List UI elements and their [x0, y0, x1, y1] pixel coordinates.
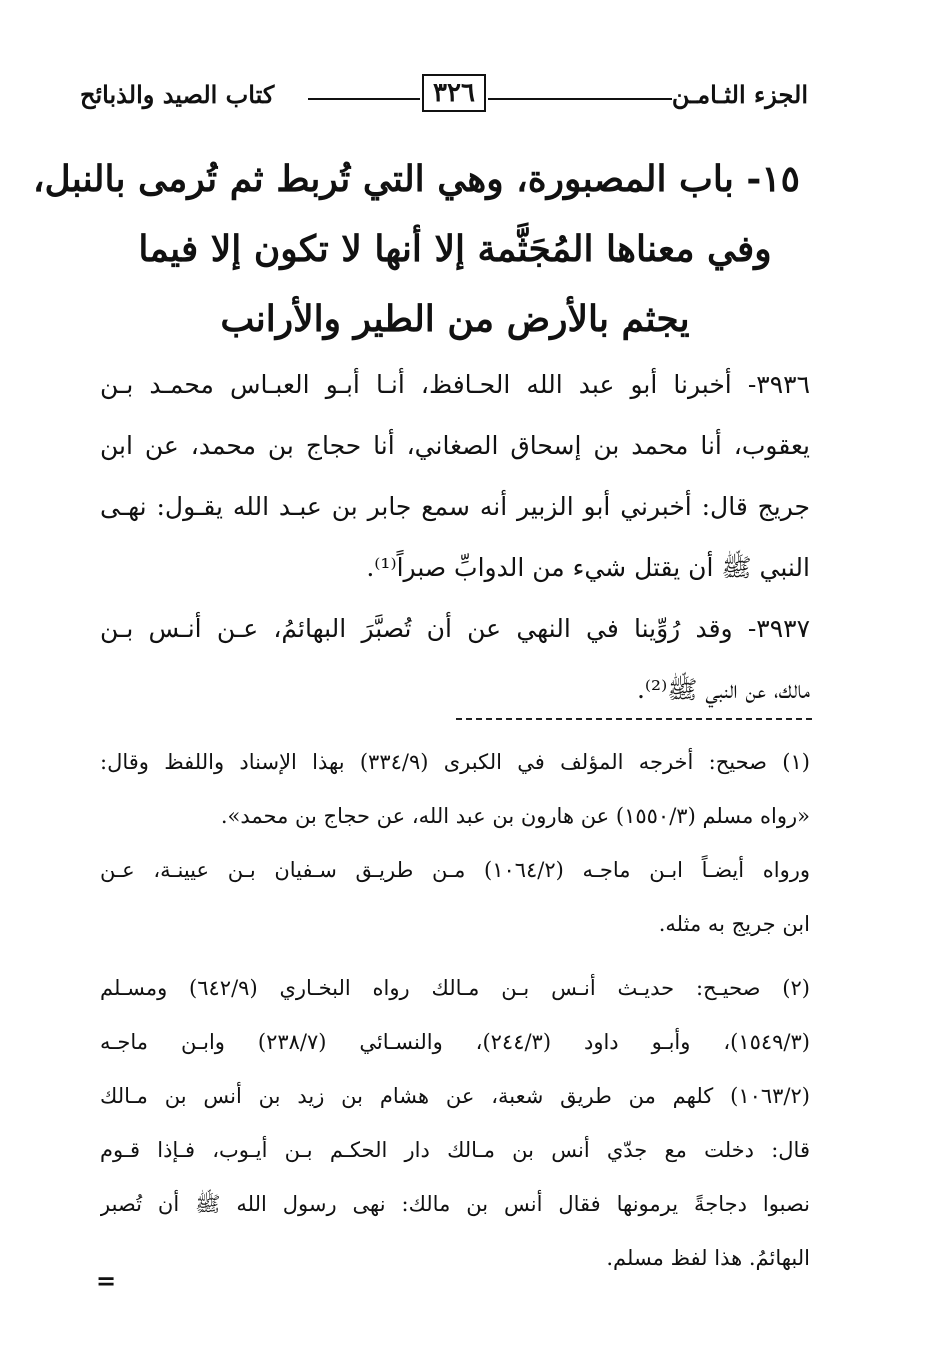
- hadith-line: جريج قال: أخبرني أبو الزبير أنه سمع جابر بن عبـد الله يقـول: نهـى: [100, 492, 810, 521]
- footnote-line: قال: دخلت مع جدّي أنس بن مـالك دار الحكـم بـن أيـوب، فـإذا قـوم: [100, 1138, 810, 1162]
- hadith-text: [100, 360, 810, 726]
- chapter-heading: [32, 148, 800, 358]
- footnote-line: (٢) صحيـح: حديـث أنـس بـن مـالك رواه البخـاري (٦٤٢/٩) ومسـلم: [100, 976, 810, 1000]
- header-rule-left: [308, 98, 420, 100]
- footnote-line: (١) صحيح: أخرجه المؤلف في الكبرى (٣٣٤/٩) بهذا الإسناد واللفظ وقال:: [100, 750, 810, 774]
- hadith-line: مالك، عن النبي ﷺ⁽²⁾.: [636, 675, 810, 704]
- book-title: كتاب الصيد والذبائح: [80, 80, 275, 109]
- hadith-line: ٣٩٣٦- أخبرنا أبو عبد الله الحـافظ، أنـا أبـو العبـاس محمـد بـن: [100, 370, 810, 399]
- chapter-heading-line: يجثم بالأرض من الطير والأرانب: [220, 298, 690, 340]
- header-rule-right: [488, 98, 672, 100]
- footnote-line: البهائمُ. هذا لفظ مسلم.: [606, 1246, 810, 1270]
- footnote-line: (١٥٤٩/٣)، وأبـو داود (٢٤٤/٣)، والنسـائي (٢٣٨/٧) وابـن ماجـه: [100, 1030, 810, 1054]
- page-number: ٣٢٦: [422, 74, 486, 112]
- volume-label: الجزء الثـامـن: [671, 80, 808, 109]
- footnote-line: ابن جريج به مثله.: [658, 912, 810, 936]
- hadith-line: النبي ﷺ أن يقتل شيء من الدوابِّ صبراً⁽¹⁾.: [366, 553, 810, 582]
- footnote-line: ورواه أيضـاً ابـن ماجـه (١٠٦٤/٢) مـن طريـق سـفيان بـن عيينـة، عـن: [100, 858, 810, 882]
- running-header: [80, 74, 808, 122]
- footnotes: [100, 740, 810, 1290]
- footnote-line: «رواه مسلم (١٥٥٠/٣) عن هارون بن عبد الله، عن حجاج بن محمد».: [220, 804, 810, 828]
- hadith-line: يعقوب، أنا محمد بن إسحاق الصغاني، أنا حجاج بن محمد، عن ابن: [100, 431, 810, 460]
- footnote-separator: [456, 718, 812, 720]
- hadith-line: ٣٩٣٧- وقد رُوِّينا في النهي عن أن تُصبَّرَ البهائمُ، عـن أنـس بـن: [100, 614, 810, 643]
- chapter-heading-line: وفي معناها المُجَثَّمة إلا أنها لا تكون إلا فيما: [138, 228, 772, 270]
- footnote-line: (١٠٦٣/٢) كلهم من طريق شعبة، عن هشام بن زيد بن أنس بن مـالك: [100, 1084, 810, 1108]
- chapter-heading-line: ١٥- باب المصبورة، وهي التي تُربط ثم تُرمى بالنبل،: [32, 158, 800, 200]
- end-mark: =: [96, 1266, 117, 1295]
- footnote-line: نصبوا دجاجةً يرمونها فقال أنس بن مالك: نهى رسول الله ﷺ أن تُصبر: [100, 1192, 810, 1216]
